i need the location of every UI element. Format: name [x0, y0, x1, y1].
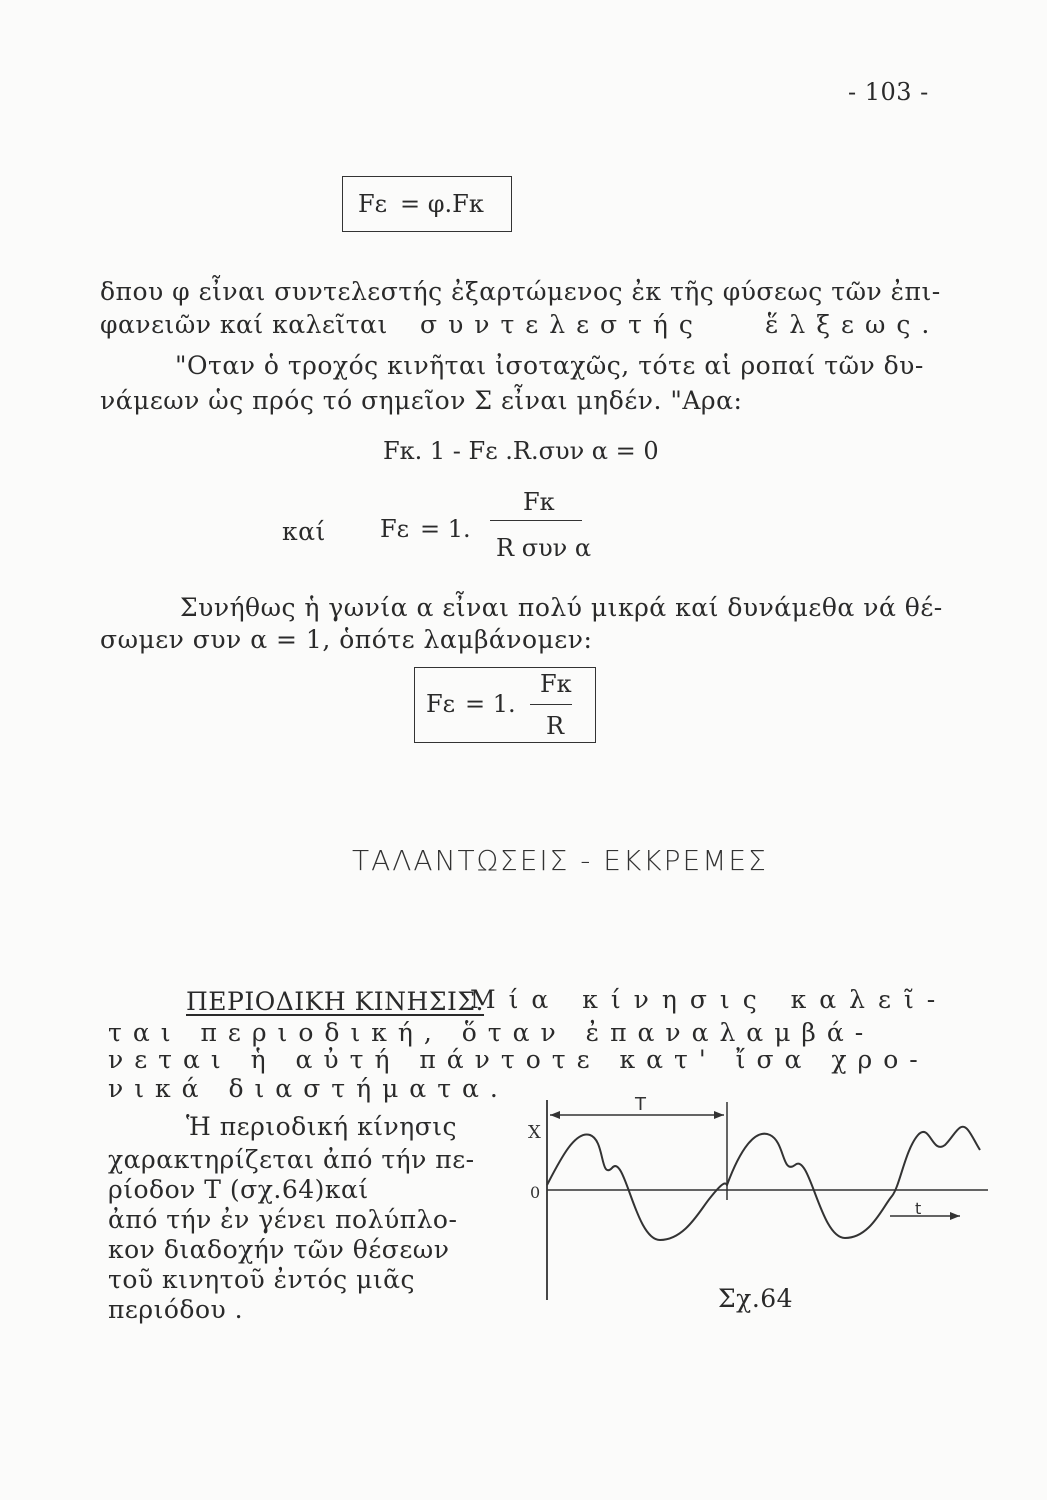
label-origin: 0 [530, 1183, 541, 1202]
eq2-prefix: καί [282, 517, 326, 546]
figure-caption: Σχ.64 [718, 1284, 794, 1313]
formula2-fraction-bar [530, 704, 572, 705]
section-title: ΠΕΡΙΟΔΙΚΗ ΚΙΝΗΣΙΣ. [186, 987, 485, 1016]
label-x: X [528, 1122, 541, 1143]
section-line2: ται περιοδική, ὅταν ἐπαναλαμβά- [108, 1018, 875, 1047]
page-number: - 103 - [848, 78, 929, 106]
equation-1: Fκ. 1 - Fε .R.συν α = 0 [383, 437, 659, 465]
section-line4: νικά διαστήματα. [108, 1074, 509, 1103]
eq2-denominator: R συν α [496, 534, 592, 562]
para2-line1: "Οταν ὁ τροχός κινῆται ἰσοταχῶς, τότε αἱ ροπαί τῶν δυ- [175, 351, 924, 380]
formula2-mid: = 1. [465, 690, 516, 718]
label-period: T [635, 1094, 646, 1115]
para3-line2: σωμεν συν α = 1, ὁπότε λαμβάνομεν: [100, 625, 593, 654]
para4-line7: περιόδου . [108, 1295, 244, 1324]
para4-line6: τοῦ κινητοῦ ἐντός μιᾶς [108, 1265, 416, 1294]
eq2-numerator: Fκ [523, 488, 555, 516]
para1-line2b: συντελεστής [420, 310, 704, 339]
para4-line5: κον διαδοχήν τῶν θέσεων [108, 1235, 450, 1264]
formula1-lhs: Fε [358, 190, 388, 218]
para1-line2a: φανειῶν καί καλεῖται [100, 310, 388, 339]
eq2-fraction-bar [490, 520, 582, 521]
label-time: t [915, 1199, 922, 1218]
para2-line2: νάμεων ὡς πρός τό σημεῖον Σ εἶναι μηδέν. "Αρα: [100, 386, 743, 415]
formula2-lhs: Fε [426, 690, 456, 718]
section-line1: Μία κίνησις καλεῖ- [470, 985, 949, 1014]
period-arrow-right-head [714, 1111, 724, 1119]
para4-line4: ἀπό τήν ἐν γένει πολύπλο- [108, 1205, 458, 1234]
formula2-numerator: Fκ [540, 670, 572, 698]
para1-line1: δπου φ εἶναι συντελεστής ἐξαρτώμενος ἐκ τῆς φύσεως τῶν ἐπι- [100, 277, 941, 306]
period-arrow-left-head [550, 1111, 560, 1119]
formula2-denominator: R [546, 712, 565, 740]
section-heading: ΤΑΛΑΝΤΩΣΕΙΣ - ΕΚΚΡΕΜΕΣ [352, 844, 768, 877]
para4-line3: ρίοδον Τ (σχ.64)καί [108, 1175, 369, 1204]
section-line3: νεται ἡ αὐτή πάντοτε κατ' ἴσα χρο- [108, 1045, 929, 1074]
eq2-lhs: Fε [380, 515, 410, 543]
formula1-rhs: = φ.Fκ [400, 190, 484, 218]
para4-line1: Ἡ περιοδική κίνησις [186, 1112, 458, 1141]
para3-line1: Συνήθως ἡ γωνία α εἶναι πολύ μικρά καί δυνάμεθα νά θέ- [180, 593, 943, 622]
periodic-curve [547, 1127, 980, 1240]
para4-line2: χαρακτηρίζεται ἀπό τήν πε- [108, 1145, 475, 1174]
para1-line2c: ἕλξεως. [765, 310, 941, 339]
eq2-mid: = 1. [420, 515, 471, 543]
time-arrow-head [950, 1212, 960, 1220]
